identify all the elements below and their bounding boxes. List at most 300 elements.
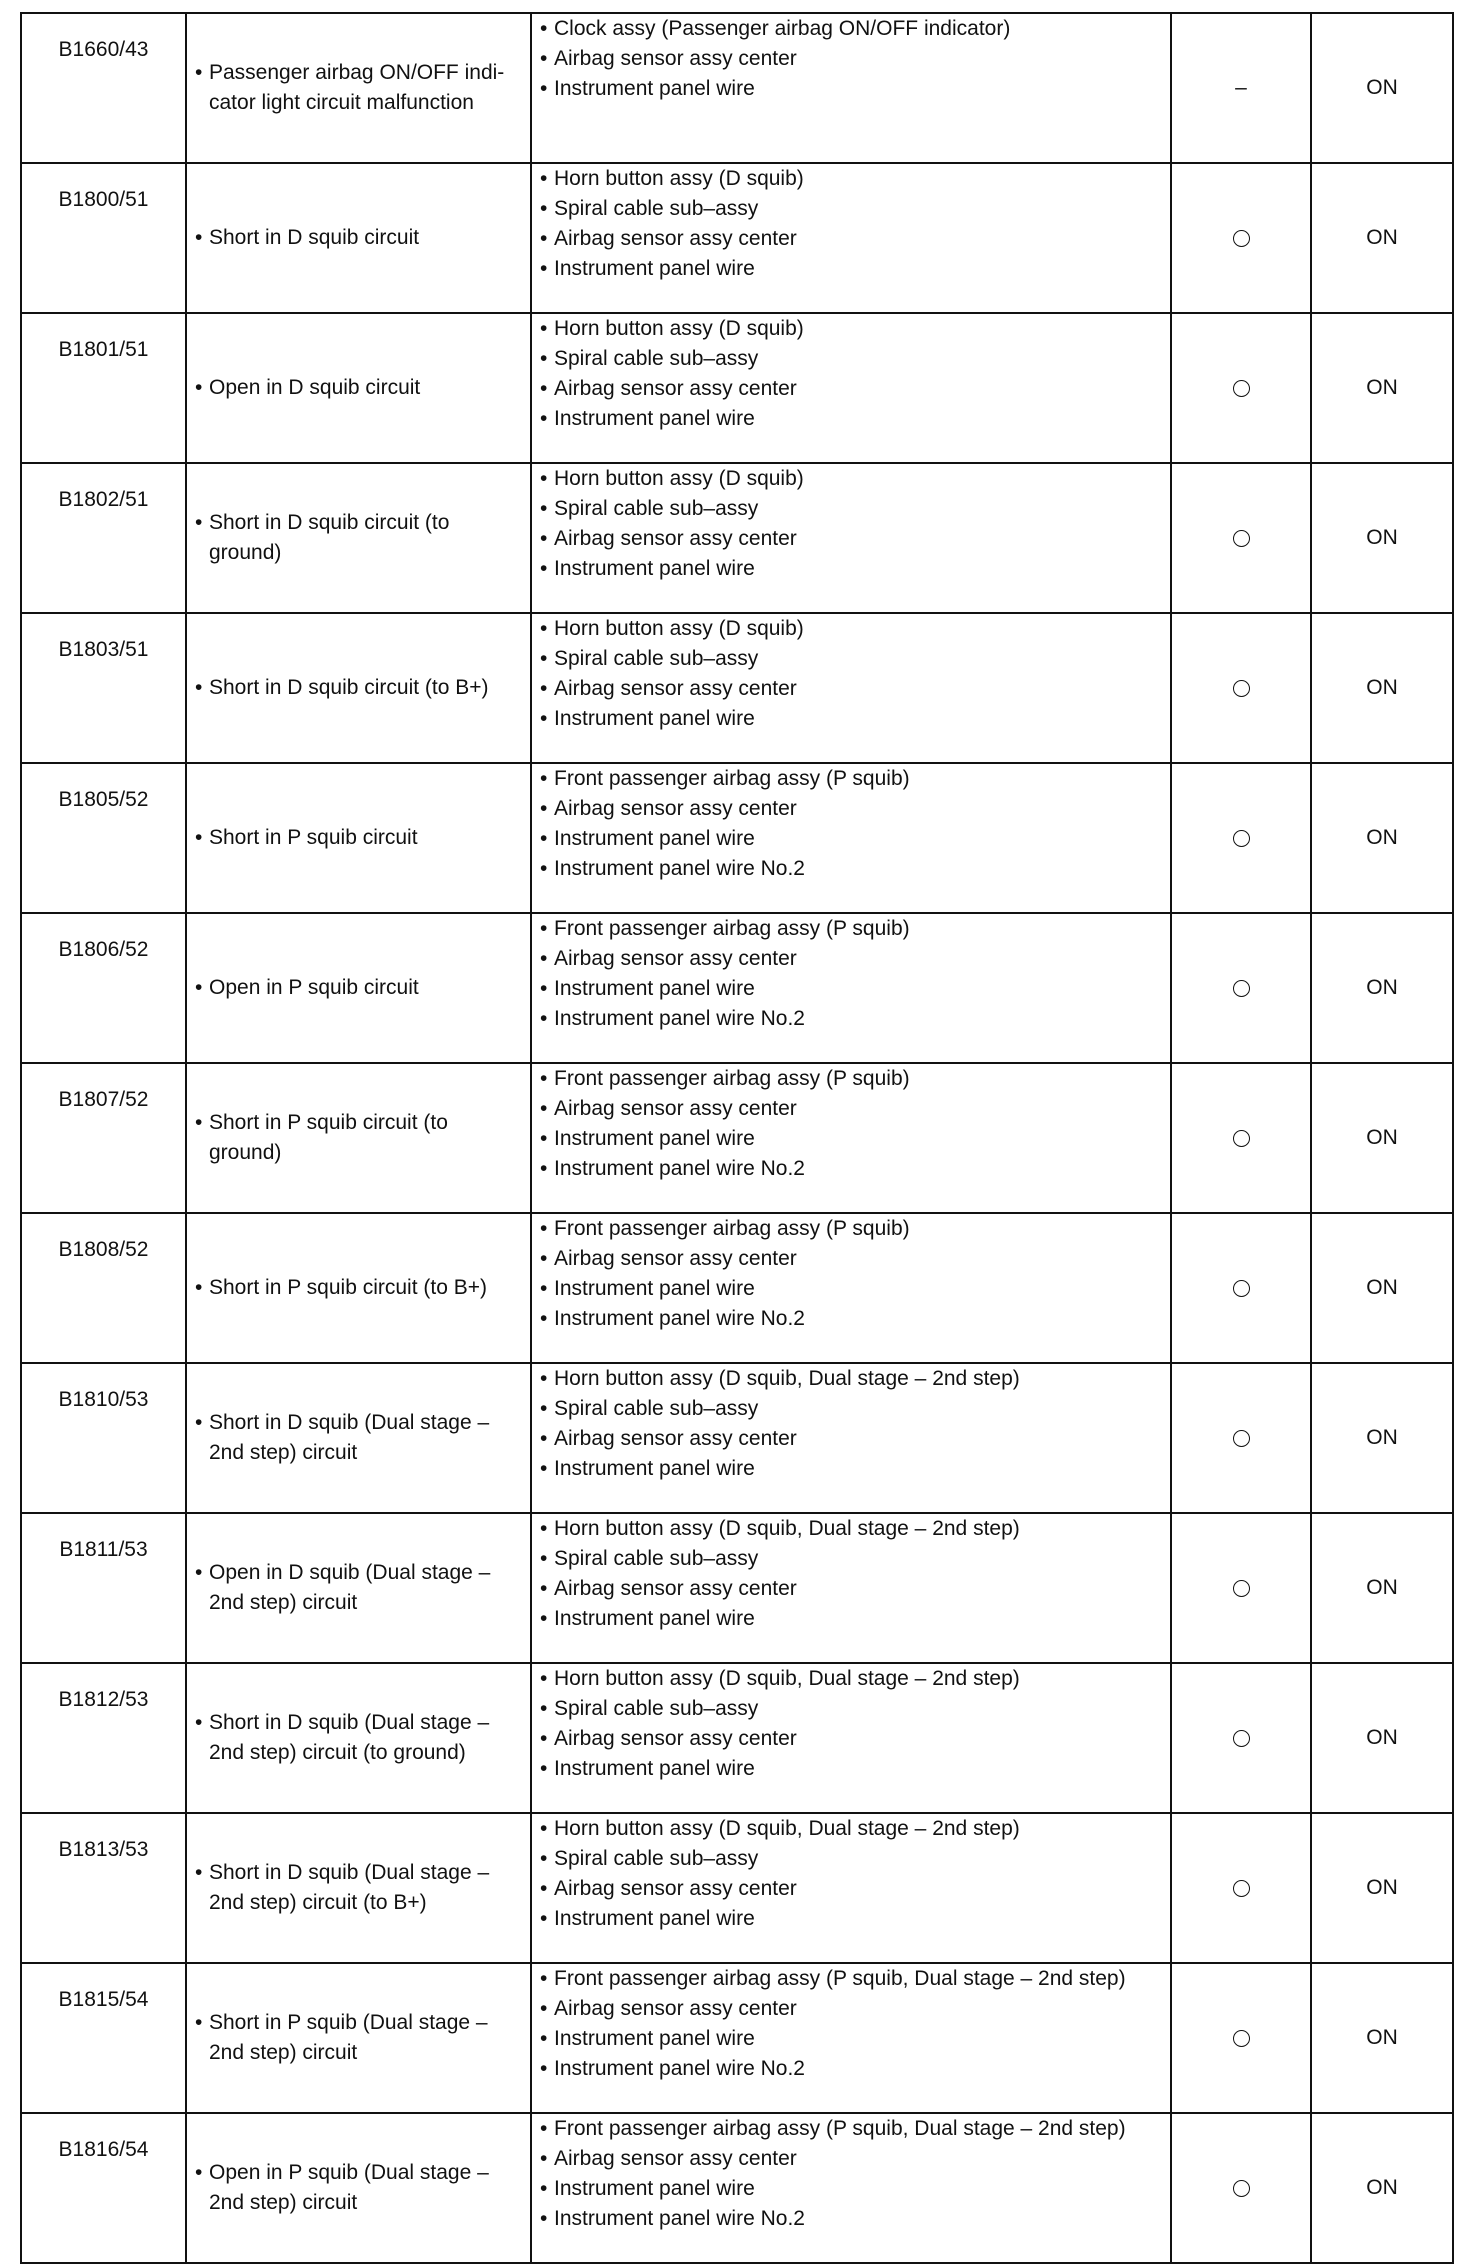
trouble-area-text: Airbag sensor assy center [554, 377, 797, 400]
trouble-area-text: Instrument panel wire [554, 707, 755, 730]
trouble-area-item [540, 2144, 1164, 2174]
detection-item-text: Short in P squib (Dual stage – 2nd step) circuit [209, 2011, 488, 2064]
trouble-area-item [540, 1244, 1164, 1274]
detection-item-cell [186, 763, 531, 913]
trouble-area-text: Front passenger airbag assy (P squib, Dual stage – 2nd step) [554, 1967, 1126, 1990]
trouble-area-text: Clock assy (Passenger airbag ON/OFF indicator) [554, 17, 1011, 40]
bullet-icon: • [195, 1111, 203, 1134]
trouble-area-cell [531, 1363, 1171, 1513]
bullet-icon: • [540, 1217, 548, 1240]
bullet-icon: • [540, 2147, 548, 2170]
trouble-area-item [540, 974, 1164, 1004]
trouble-area-text: Instrument panel wire [554, 557, 755, 580]
bullet-icon: • [540, 1577, 548, 1600]
trouble-area-text: Instrument panel wire [554, 1757, 755, 1780]
trouble-area-text: Airbag sensor assy center [554, 1997, 797, 2020]
table-row [21, 1363, 1453, 1513]
bullet-icon: • [540, 677, 548, 700]
bullet-icon: • [540, 947, 548, 970]
trouble-area-item [540, 1754, 1164, 1784]
detection-item-text: Short in D squib circuit [209, 226, 420, 249]
detection-item-text: Short in D squib (Dual stage – 2nd step) circuit (to B+) [209, 1861, 490, 1914]
circle-icon [1233, 1730, 1250, 1747]
bullet-icon: • [540, 1907, 548, 1930]
trouble-area-text: Front passenger airbag assy (P squib, Dual stage – 2nd step) [554, 2117, 1126, 2140]
trouble-area-text: Horn button assy (D squib, Dual stage – 2nd step) [554, 1517, 1020, 1540]
trouble-area-item [540, 314, 1164, 344]
trouble-area-item [540, 1964, 1164, 1994]
trouble-area-text: Instrument panel wire [554, 1127, 755, 1150]
table-row [21, 13, 1453, 163]
bullet-icon: • [195, 676, 203, 699]
bullet-icon: • [540, 317, 548, 340]
bullet-icon: • [195, 61, 203, 84]
trouble-area-cell [531, 1963, 1171, 2113]
table-row [21, 1663, 1453, 1813]
detection-item [195, 1273, 520, 1303]
trouble-area-text: Airbag sensor assy center [554, 797, 797, 820]
trouble-area-item [540, 824, 1164, 854]
table-row [21, 1963, 1453, 2113]
memory-indicator-cell [1171, 1063, 1311, 1213]
trouble-area-text: Spiral cable sub–assy [554, 1847, 759, 1870]
detection-item-text: Short in P squib circuit (to ground) [209, 1111, 448, 1164]
detection-item-text: Short in D squib circuit (to B+) [209, 676, 489, 699]
bullet-icon: • [540, 647, 548, 670]
warning-light-status: ON [1311, 1963, 1453, 2113]
dtc-code: B1815/54 [21, 1963, 186, 2113]
trouble-area-text: Airbag sensor assy center [554, 947, 797, 970]
bullet-icon: • [540, 617, 548, 640]
detection-item-cell [186, 1063, 531, 1213]
dtc-code: B1660/43 [21, 13, 186, 163]
trouble-area-text: Horn button assy (D squib) [554, 167, 804, 190]
bullet-icon: • [540, 377, 548, 400]
bullet-icon: • [540, 497, 548, 520]
trouble-area-cell [531, 763, 1171, 913]
dtc-code: B1812/53 [21, 1663, 186, 1813]
trouble-area-item [540, 1214, 1164, 1244]
table-row [21, 913, 1453, 1063]
trouble-area-item [540, 644, 1164, 674]
trouble-area-item [540, 1124, 1164, 1154]
bullet-icon: • [540, 1847, 548, 1870]
memory-indicator-cell [1171, 1963, 1311, 2113]
table-row [21, 1213, 1453, 1363]
detection-item-text: Open in P squib circuit [209, 976, 419, 999]
dtc-code: B1813/53 [21, 1813, 186, 1963]
detection-item [195, 223, 520, 253]
trouble-area-text: Airbag sensor assy center [554, 1577, 797, 1600]
bullet-icon: • [540, 557, 548, 580]
trouble-area-text: Airbag sensor assy center [554, 1427, 797, 1450]
bullet-icon: • [540, 827, 548, 850]
warning-light-status: ON [1311, 13, 1453, 163]
table-row [21, 1513, 1453, 1663]
bullet-icon: • [540, 2057, 548, 2080]
trouble-area-item [540, 1274, 1164, 1304]
trouble-area-text: Airbag sensor assy center [554, 1097, 797, 1120]
trouble-area-item [540, 44, 1164, 74]
circle-icon [1233, 1430, 1250, 1447]
trouble-area-text: Spiral cable sub–assy [554, 497, 759, 520]
detection-item [195, 673, 520, 703]
circle-icon [1233, 1880, 1250, 1897]
detection-item-cell [186, 1213, 531, 1363]
memory-indicator-cell [1171, 163, 1311, 313]
bullet-icon: • [540, 1607, 548, 1630]
trouble-area-text: Airbag sensor assy center [554, 527, 797, 550]
trouble-area-text: Horn button assy (D squib, Dual stage – 2nd step) [554, 1817, 1020, 1840]
dtc-code: B1800/51 [21, 163, 186, 313]
trouble-area-item [540, 1454, 1164, 1484]
trouble-area-item [540, 614, 1164, 644]
bullet-icon: • [540, 227, 548, 250]
bullet-icon: • [540, 347, 548, 370]
memory-indicator-cell [1171, 763, 1311, 913]
detection-item-text: Open in D squib circuit [209, 376, 421, 399]
detection-item-text: Short in P squib circuit (to B+) [209, 1276, 487, 1299]
trouble-area-text: Instrument panel wire [554, 2177, 755, 2200]
trouble-area-text: Airbag sensor assy center [554, 1247, 797, 1270]
bullet-icon: • [540, 1697, 548, 1720]
detection-item-cell [186, 313, 531, 463]
trouble-area-item [540, 1304, 1164, 1334]
bullet-icon: • [540, 1007, 548, 1030]
trouble-area-text: Instrument panel wire No.2 [554, 857, 805, 880]
memory-indicator-cell [1171, 1813, 1311, 1963]
detection-item [195, 1558, 520, 1618]
detection-item [195, 1408, 520, 1468]
circle-icon [1233, 530, 1250, 547]
warning-light-status: ON [1311, 313, 1453, 463]
detection-item-text: Short in P squib circuit [209, 826, 418, 849]
trouble-area-text: Instrument panel wire [554, 1277, 755, 1300]
bullet-icon: • [540, 2027, 548, 2050]
trouble-area-text: Instrument panel wire [554, 2027, 755, 2050]
detection-item-cell [186, 613, 531, 763]
table-row [21, 1063, 1453, 1213]
trouble-area-text: Airbag sensor assy center [554, 47, 797, 70]
dtc-code: B1816/54 [21, 2113, 186, 2263]
detection-item [195, 1708, 520, 1768]
trouble-area-text: Front passenger airbag assy (P squib) [554, 917, 910, 940]
trouble-area-item [540, 1694, 1164, 1724]
memory-indicator-cell [1171, 1213, 1311, 1363]
dtc-code: B1803/51 [21, 613, 186, 763]
detection-item-text: Short in D squib (Dual stage – 2nd step) circuit [209, 1411, 490, 1464]
detection-item-text: Short in D squib circuit (to ground) [209, 511, 450, 564]
trouble-area-item [540, 1004, 1164, 1034]
trouble-area-text: Instrument panel wire [554, 977, 755, 1000]
trouble-area-text: Instrument panel wire [554, 1907, 755, 1930]
bullet-icon: • [195, 376, 203, 399]
trouble-area-cell [531, 13, 1171, 163]
memory-indicator-cell [1171, 613, 1311, 763]
memory-indicator-cell [1171, 1513, 1311, 1663]
trouble-area-text: Airbag sensor assy center [554, 1727, 797, 1750]
trouble-area-cell [531, 163, 1171, 313]
bullet-icon: • [195, 1861, 203, 1884]
trouble-area-text: Instrument panel wire [554, 1607, 755, 1630]
bullet-icon: • [540, 1997, 548, 2020]
trouble-area-text: Instrument panel wire [554, 1457, 755, 1480]
table-row [21, 613, 1453, 763]
trouble-area-cell [531, 313, 1171, 463]
trouble-area-cell [531, 1213, 1171, 1363]
trouble-area-item [540, 2204, 1164, 2234]
bullet-icon: • [540, 1397, 548, 1420]
detection-item [195, 373, 520, 403]
memory-indicator-cell [1171, 2113, 1311, 2263]
bullet-icon: • [195, 511, 203, 534]
warning-light-status: ON [1311, 1813, 1453, 1963]
trouble-area-text: Front passenger airbag assy (P squib) [554, 767, 910, 790]
bullet-icon: • [195, 826, 203, 849]
table-row [21, 2113, 1453, 2263]
trouble-area-text: Horn button assy (D squib) [554, 467, 804, 490]
trouble-area-item [540, 764, 1164, 794]
trouble-area-text: Airbag sensor assy center [554, 677, 797, 700]
circle-icon [1233, 980, 1250, 997]
table-row [21, 1813, 1453, 1963]
bullet-icon: • [540, 1097, 548, 1120]
dtc-code: B1806/52 [21, 913, 186, 1063]
table-row [21, 163, 1453, 313]
trouble-area-text: Front passenger airbag assy (P squib) [554, 1067, 910, 1090]
trouble-area-item [540, 1364, 1164, 1394]
memory-indicator-cell [1171, 1663, 1311, 1813]
bullet-icon: • [540, 17, 548, 40]
warning-light-status: ON [1311, 1663, 1453, 1813]
bullet-icon: • [540, 1517, 548, 1540]
trouble-area-text: Instrument panel wire [554, 827, 755, 850]
detection-item-cell [186, 1363, 531, 1513]
trouble-area-text: Airbag sensor assy center [554, 2147, 797, 2170]
circle-icon [1233, 380, 1250, 397]
bullet-icon: • [540, 1727, 548, 1750]
detection-item-text: Open in D squib (Dual stage – 2nd step) circuit [209, 1561, 491, 1614]
trouble-area-item [540, 1844, 1164, 1874]
trouble-area-item [540, 1544, 1164, 1574]
table-row [21, 463, 1453, 613]
memory-indicator: – [1235, 76, 1247, 99]
bullet-icon: • [195, 1561, 203, 1584]
detection-item [195, 823, 520, 853]
bullet-icon: • [195, 2011, 203, 2034]
bullet-icon: • [195, 1411, 203, 1434]
trouble-area-item [540, 344, 1164, 374]
circle-icon [1233, 230, 1250, 247]
bullet-icon: • [540, 857, 548, 880]
trouble-area-text: Airbag sensor assy center [554, 227, 797, 250]
trouble-area-item [540, 2024, 1164, 2054]
bullet-icon: • [540, 1457, 548, 1480]
circle-icon [1233, 1130, 1250, 1147]
bullet-icon: • [540, 767, 548, 790]
trouble-area-item [540, 374, 1164, 404]
trouble-area-item [540, 1154, 1164, 1184]
trouble-area-text: Instrument panel wire [554, 257, 755, 280]
trouble-area-text: Spiral cable sub–assy [554, 647, 759, 670]
memory-indicator-cell [1171, 913, 1311, 1063]
bullet-icon: • [540, 257, 548, 280]
trouble-area-text: Spiral cable sub–assy [554, 1397, 759, 1420]
trouble-area-text: Spiral cable sub–assy [554, 1547, 759, 1570]
trouble-area-item [540, 854, 1164, 884]
trouble-area-text: Airbag sensor assy center [554, 1877, 797, 1900]
trouble-area-item [540, 1514, 1164, 1544]
trouble-area-item [540, 254, 1164, 284]
trouble-area-item [540, 14, 1164, 44]
warning-light-status: ON [1311, 613, 1453, 763]
bullet-icon: • [540, 167, 548, 190]
bullet-icon: • [540, 2117, 548, 2140]
trouble-area-cell [531, 613, 1171, 763]
trouble-area-item [540, 164, 1164, 194]
warning-light-status: ON [1311, 1363, 1453, 1513]
dtc-code: B1811/53 [21, 1513, 186, 1663]
detection-item-cell [186, 2113, 531, 2263]
trouble-area-text: Instrument panel wire No.2 [554, 1157, 805, 1180]
table-row [21, 313, 1453, 463]
trouble-area-item [540, 914, 1164, 944]
bullet-icon: • [540, 917, 548, 940]
bullet-icon: • [195, 1276, 203, 1299]
detection-item [195, 1858, 520, 1918]
trouble-area-item [540, 2174, 1164, 2204]
bullet-icon: • [195, 976, 203, 999]
memory-indicator-cell [1171, 463, 1311, 613]
bullet-icon: • [540, 1067, 548, 1090]
trouble-area-item [540, 1814, 1164, 1844]
trouble-area-text: Instrument panel wire [554, 407, 755, 430]
detection-item-text: Short in D squib (Dual stage – 2nd step) circuit (to ground) [209, 1711, 490, 1764]
dtc-code: B1807/52 [21, 1063, 186, 1213]
trouble-area-item [540, 464, 1164, 494]
memory-indicator-cell [1171, 13, 1311, 163]
bullet-icon: • [540, 1757, 548, 1780]
trouble-area-item [540, 554, 1164, 584]
detection-item-cell [186, 913, 531, 1063]
trouble-area-item [540, 1604, 1164, 1634]
trouble-area-text: Instrument panel wire No.2 [554, 1307, 805, 1330]
bullet-icon: • [195, 226, 203, 249]
circle-icon [1233, 2180, 1250, 2197]
detection-item [195, 58, 520, 118]
bullet-icon: • [540, 1427, 548, 1450]
trouble-area-text: Horn button assy (D squib) [554, 617, 804, 640]
warning-light-status: ON [1311, 913, 1453, 1063]
warning-light-status: ON [1311, 1213, 1453, 1363]
trouble-area-item [540, 1064, 1164, 1094]
detection-item-cell [186, 463, 531, 613]
trouble-area-cell [531, 1663, 1171, 1813]
trouble-area-text: Spiral cable sub–assy [554, 1697, 759, 1720]
trouble-area-item [540, 1874, 1164, 1904]
detection-item [195, 508, 520, 568]
bullet-icon: • [540, 77, 548, 100]
bullet-icon: • [540, 527, 548, 550]
trouble-area-text: Spiral cable sub–assy [554, 197, 759, 220]
trouble-area-item [540, 494, 1164, 524]
warning-light-status: ON [1311, 163, 1453, 313]
bullet-icon: • [540, 1127, 548, 1150]
warning-light-status: ON [1311, 2113, 1453, 2263]
trouble-area-item [540, 794, 1164, 824]
warning-light-status: ON [1311, 1513, 1453, 1663]
detection-item [195, 2008, 520, 2068]
trouble-area-item [540, 524, 1164, 554]
bullet-icon: • [540, 467, 548, 490]
trouble-area-text: Front passenger airbag assy (P squib) [554, 1217, 910, 1240]
trouble-area-item [540, 1664, 1164, 1694]
bullet-icon: • [540, 1307, 548, 1330]
bullet-icon: • [540, 407, 548, 430]
detection-item-cell [186, 1963, 531, 2113]
detection-item-text: Passenger airbag ON/OFF indi-cator light circuit malfunction [209, 61, 505, 114]
detection-item-cell [186, 1663, 531, 1813]
detection-item-cell [186, 1513, 531, 1663]
dtc-table-body [21, 13, 1453, 2263]
trouble-area-item [540, 1904, 1164, 1934]
trouble-area-text: Instrument panel wire No.2 [554, 2057, 805, 2080]
trouble-area-text: Horn button assy (D squib, Dual stage – 2nd step) [554, 1367, 1020, 1390]
detection-item-cell [186, 13, 531, 163]
trouble-area-text: Horn button assy (D squib, Dual stage – 2nd step) [554, 1667, 1020, 1690]
trouble-area-item [540, 74, 1164, 104]
circle-icon [1233, 1580, 1250, 1597]
trouble-area-text: Instrument panel wire No.2 [554, 1007, 805, 1030]
bullet-icon: • [540, 47, 548, 70]
dtc-code: B1805/52 [21, 763, 186, 913]
bullet-icon: • [540, 1667, 548, 1690]
trouble-area-item [540, 1094, 1164, 1124]
trouble-area-item [540, 2054, 1164, 2084]
trouble-area-item [540, 1574, 1164, 1604]
trouble-area-item [540, 1424, 1164, 1454]
dtc-code: B1801/51 [21, 313, 186, 463]
trouble-area-item [540, 674, 1164, 704]
bullet-icon: • [540, 1817, 548, 1840]
bullet-icon: • [540, 1157, 548, 1180]
warning-light-status: ON [1311, 1063, 1453, 1213]
warning-light-status: ON [1311, 463, 1453, 613]
bullet-icon: • [540, 707, 548, 730]
bullet-icon: • [195, 1711, 203, 1734]
trouble-area-item [540, 404, 1164, 434]
dtc-code: B1808/52 [21, 1213, 186, 1363]
trouble-area-item [540, 1724, 1164, 1754]
trouble-area-cell [531, 913, 1171, 1063]
bullet-icon: • [540, 1247, 548, 1270]
detection-item [195, 973, 520, 1003]
dtc-table-wrapper [20, 12, 1454, 2264]
table-row [21, 763, 1453, 913]
bullet-icon: • [540, 977, 548, 1000]
trouble-area-cell [531, 1513, 1171, 1663]
trouble-area-item [540, 224, 1164, 254]
trouble-area-item [540, 2114, 1164, 2144]
bullet-icon: • [540, 1547, 548, 1570]
trouble-area-text: Instrument panel wire [554, 77, 755, 100]
trouble-area-item [540, 194, 1164, 224]
trouble-area-cell [531, 463, 1171, 613]
dtc-table [20, 12, 1454, 2264]
bullet-icon: • [540, 1877, 548, 1900]
bullet-icon: • [195, 2161, 203, 2184]
memory-indicator-cell [1171, 1363, 1311, 1513]
